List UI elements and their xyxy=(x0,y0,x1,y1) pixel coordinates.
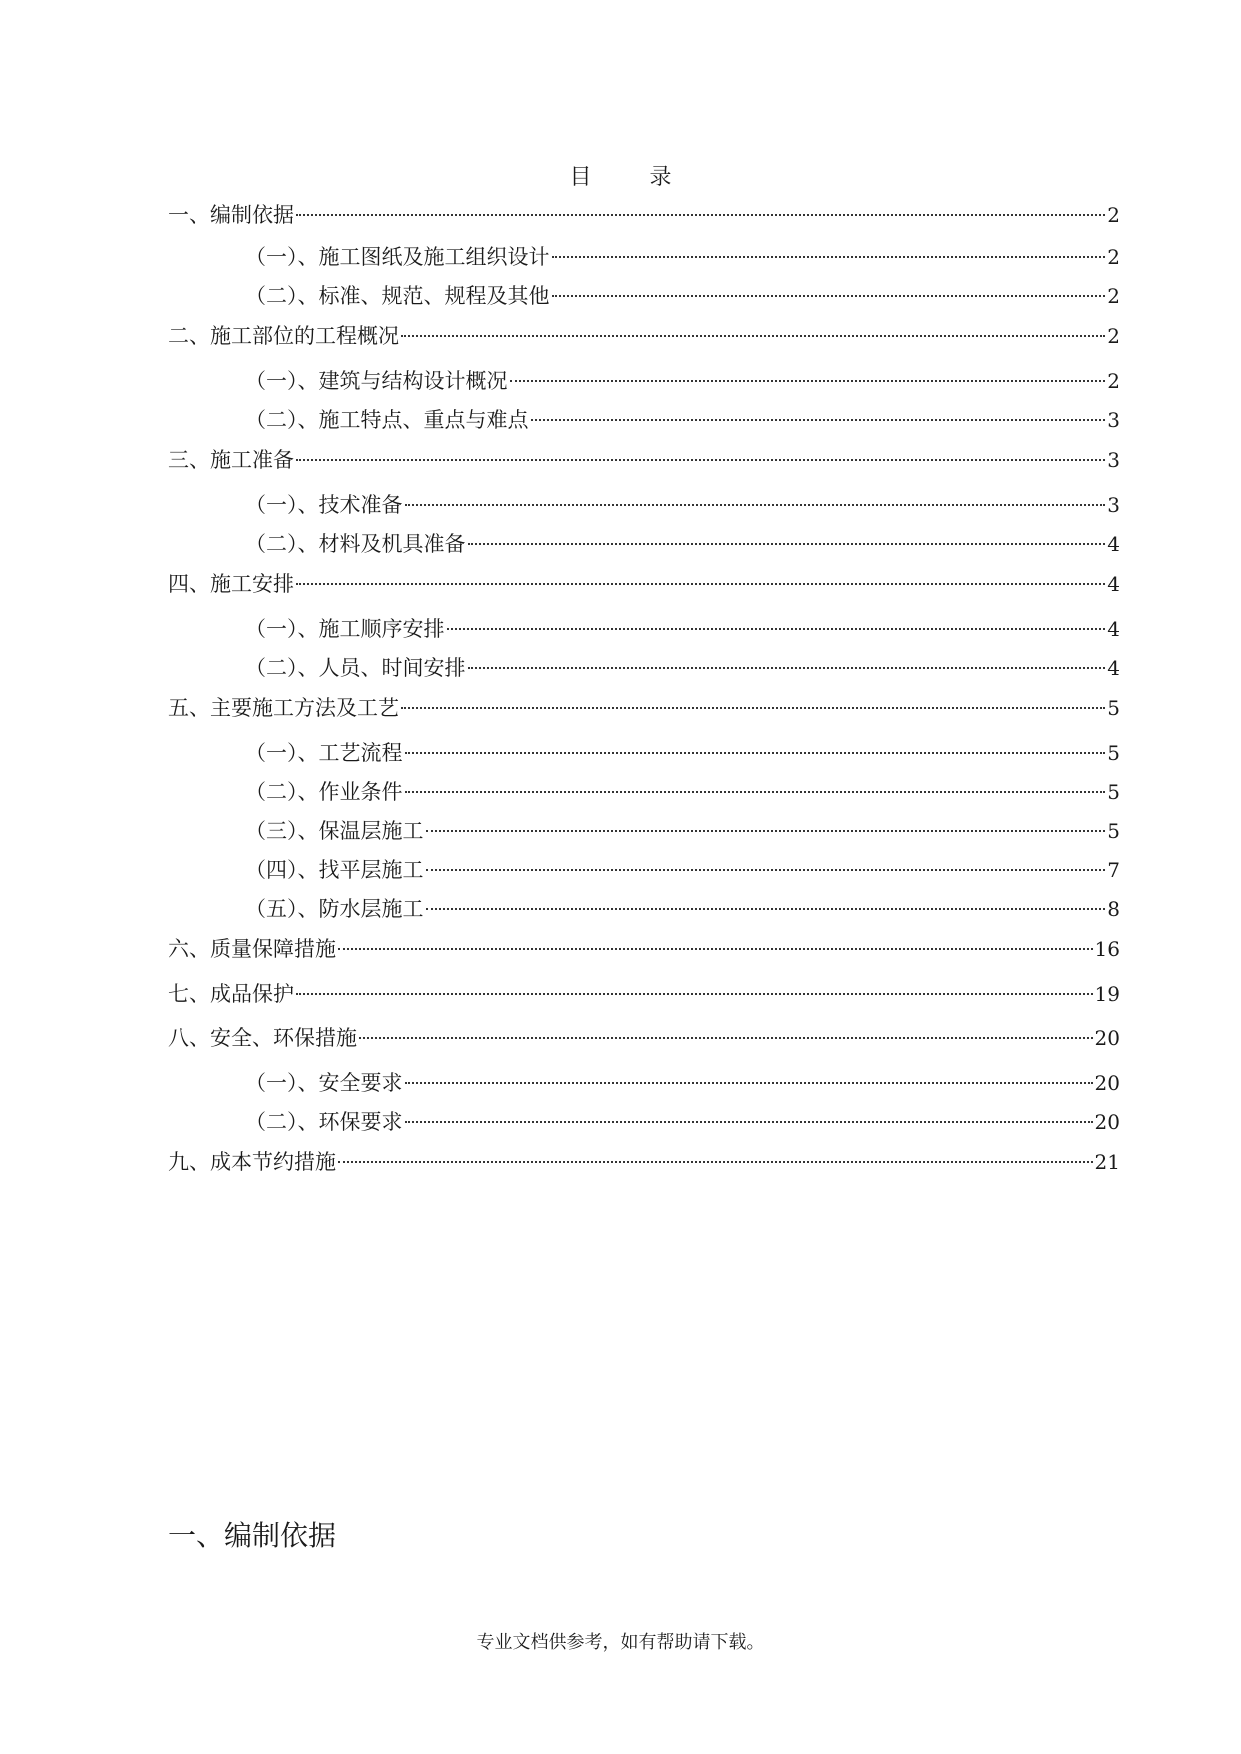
toc-leader xyxy=(510,380,1106,382)
toc-entry-label: （三）、保温层施工 xyxy=(245,819,424,843)
toc-entry-page: 8 xyxy=(1107,897,1120,921)
toc-entry-page: 3 xyxy=(1107,448,1120,472)
toc-entry[interactable] xyxy=(245,816,1120,846)
toc-leader xyxy=(405,1121,1093,1123)
toc-leader xyxy=(405,791,1106,793)
toc-leader xyxy=(296,459,1105,461)
toc-entry-label: 四、施工安排 xyxy=(168,572,294,596)
toc-entry[interactable] xyxy=(245,1068,1120,1098)
toc-entry-page: 3 xyxy=(1107,493,1120,517)
toc-leader xyxy=(296,214,1105,216)
toc-entry[interactable] xyxy=(168,979,1120,1009)
toc-entry-label: （四）、找平层施工 xyxy=(245,858,424,882)
toc-entry-label: （一）、建筑与结构设计概况 xyxy=(245,369,508,393)
toc-leader xyxy=(296,583,1105,585)
toc-entry[interactable] xyxy=(245,738,1120,768)
toc-entry-label: 三、施工准备 xyxy=(168,448,294,472)
toc-leader xyxy=(426,869,1106,871)
toc-entry-label: （一）、工艺流程 xyxy=(245,741,403,765)
toc-leader xyxy=(468,667,1106,669)
toc-entry[interactable] xyxy=(245,490,1120,520)
toc-leader xyxy=(447,628,1106,630)
toc-leader xyxy=(405,504,1106,506)
toc-leader xyxy=(426,908,1106,910)
toc-entry-page: 2 xyxy=(1107,245,1120,269)
toc-entry-label: 八、安全、环保措施 xyxy=(168,1026,357,1050)
toc-entry-label: （一）、安全要求 xyxy=(245,1071,403,1095)
toc-entry[interactable] xyxy=(245,405,1120,435)
toc-leader xyxy=(338,1161,1093,1163)
toc-leader xyxy=(552,256,1106,258)
toc-entry-page: 4 xyxy=(1107,617,1120,641)
toc-entry[interactable] xyxy=(245,653,1120,683)
toc-entry-label: （二）、标准、规范、规程及其他 xyxy=(245,284,550,308)
toc-entry[interactable] xyxy=(245,281,1120,311)
toc-entry[interactable] xyxy=(245,529,1120,559)
toc-entry-label: （二）、材料及机具准备 xyxy=(245,532,466,556)
toc-entry-page: 5 xyxy=(1107,780,1120,804)
toc-entry[interactable] xyxy=(168,1147,1120,1177)
toc-entry-page: 2 xyxy=(1107,369,1120,393)
toc-entry-page: 5 xyxy=(1107,696,1120,720)
toc-entry-page: 4 xyxy=(1107,656,1120,680)
toc-leader xyxy=(405,1082,1093,1084)
toc-leader xyxy=(401,335,1105,337)
toc-entry-label: （五）、防水层施工 xyxy=(245,897,424,921)
toc-entry[interactable] xyxy=(245,855,1120,885)
toc-leader xyxy=(405,752,1106,754)
toc-entry-page: 4 xyxy=(1107,572,1120,596)
toc-entry-page: 4 xyxy=(1107,532,1120,556)
toc-entry-page: 19 xyxy=(1094,982,1120,1006)
toc-entry[interactable] xyxy=(245,777,1120,807)
toc-entry[interactable] xyxy=(245,1107,1120,1137)
toc-entry-label: （二）、环保要求 xyxy=(245,1110,403,1134)
toc-leader xyxy=(359,1037,1093,1039)
toc-entry-label: （二）、作业条件 xyxy=(245,780,403,804)
toc-leader xyxy=(552,295,1106,297)
toc-entry[interactable] xyxy=(168,321,1120,351)
toc-leader xyxy=(468,543,1106,545)
toc-entry[interactable] xyxy=(245,614,1120,644)
toc-entry-label: 二、施工部位的工程概况 xyxy=(168,324,399,348)
toc-entry-page: 5 xyxy=(1107,819,1120,843)
toc-entry-label: 五、主要施工方法及工艺 xyxy=(168,696,399,720)
toc-entry-page: 20 xyxy=(1094,1071,1120,1095)
toc-entry-page: 2 xyxy=(1107,203,1120,227)
toc-entry-page: 7 xyxy=(1107,858,1120,882)
toc-entry[interactable] xyxy=(168,693,1120,723)
toc-entry[interactable] xyxy=(245,242,1120,272)
toc-entry-label: 九、成本节约措施 xyxy=(168,1150,336,1174)
toc-entry-page: 3 xyxy=(1107,408,1120,432)
toc-entry-page: 21 xyxy=(1094,1150,1120,1174)
toc-entry-label: （一）、技术准备 xyxy=(245,493,403,517)
section-heading: 一、编制依据 xyxy=(168,1519,337,1552)
toc-entry-page: 20 xyxy=(1094,1026,1120,1050)
toc-entry-label: （二）、施工特点、重点与难点 xyxy=(245,408,529,432)
toc-entry-label: 六、质量保障措施 xyxy=(168,937,336,961)
page-footer: 专业文档供参考，如有帮助请下载。 xyxy=(476,1632,765,1653)
toc-title: 目 录 xyxy=(569,165,690,190)
toc-entry[interactable] xyxy=(168,569,1120,599)
toc-leader xyxy=(531,419,1106,421)
toc-entry-page: 5 xyxy=(1107,741,1120,765)
toc-leader xyxy=(338,948,1093,950)
toc-entry-label: （一）、施工图纸及施工组织设计 xyxy=(245,245,550,269)
toc-entry[interactable] xyxy=(168,934,1120,964)
toc-entry[interactable] xyxy=(168,200,1120,230)
toc-entry-label: （二）、人员、时间安排 xyxy=(245,656,466,680)
toc-entry[interactable] xyxy=(245,894,1120,924)
toc-leader xyxy=(401,707,1105,709)
toc-entry[interactable] xyxy=(245,366,1120,396)
toc-entry[interactable] xyxy=(168,1023,1120,1053)
toc-entry-page: 2 xyxy=(1107,324,1120,348)
toc-entry-label: 一、编制依据 xyxy=(168,203,294,227)
toc-leader xyxy=(296,993,1093,995)
toc-entry-page: 2 xyxy=(1107,284,1120,308)
toc-entry-page: 16 xyxy=(1094,937,1120,961)
toc-leader xyxy=(426,830,1106,832)
toc-entry-label: （一）、施工顺序安排 xyxy=(245,617,445,641)
toc-entry-page: 20 xyxy=(1094,1110,1120,1134)
toc-entry-label: 七、成品保护 xyxy=(168,982,294,1006)
toc-entry[interactable] xyxy=(168,445,1120,475)
